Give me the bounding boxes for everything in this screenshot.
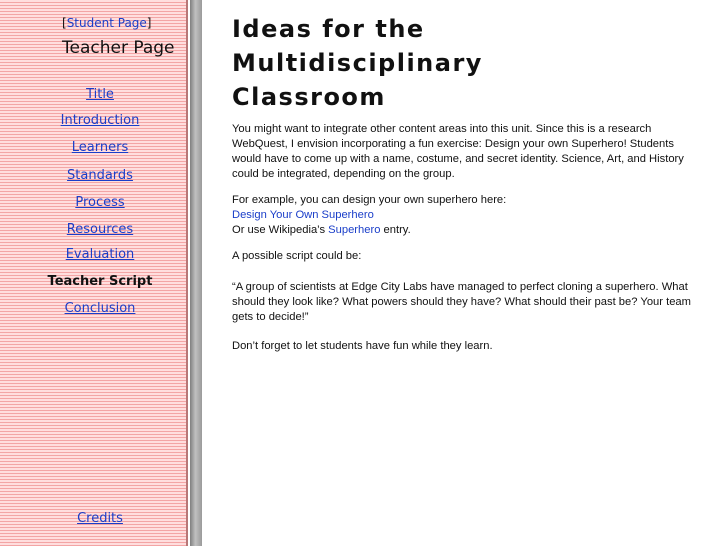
wikipedia-superhero-link[interactable]: Superhero [328, 224, 381, 236]
page-title [232, 12, 702, 114]
nav-teacher-script: Teacher Script [47, 274, 153, 289]
bracket-open: [ [62, 16, 67, 30]
title-line-1: Ideas for the [232, 15, 425, 43]
nav-evaluation[interactable]: Evaluation [65, 247, 135, 262]
wiki-suffix: entry. [380, 224, 411, 236]
bracket-close: ] [146, 16, 152, 30]
nav-conclusion[interactable]: Conclusion [64, 301, 136, 316]
title-line-3: Classroom [232, 83, 386, 111]
example-paragraph [232, 193, 702, 238]
wiki-prefix: Or use Wikipedia’s [232, 224, 329, 236]
script-quote: “A group of scientists at Edge City Labs have managed to perfect cloning a superhero. What should they look like? What powers should they have? What should their past be? Your team gets to decide!” [232, 281, 691, 323]
student-page-link[interactable]: Student Page [66, 16, 147, 30]
nav-title[interactable]: Title [86, 87, 114, 102]
sidebar [0, 0, 188, 546]
sidebar-heading: Teacher Page [62, 38, 175, 58]
example-text: For example, you can design your own superhero here: [232, 194, 507, 206]
nav-standards[interactable]: Standards [67, 168, 133, 183]
nav-resources[interactable]: Resources [66, 222, 134, 237]
nav-process[interactable]: Process [75, 195, 125, 210]
nav-credits[interactable]: Credits [77, 511, 123, 526]
script-intro: A possible script could be: [232, 250, 362, 262]
nav-introduction[interactable]: Introduction [60, 113, 140, 128]
closing-note: Don’t forget to let students have fun while they learn. [232, 340, 493, 352]
sidebar-divider [190, 0, 202, 546]
design-superhero-link[interactable]: Design Your Own Superhero [232, 209, 374, 221]
nav-learners[interactable]: Learners [71, 140, 129, 155]
intro-paragraph: You might want to integrate other content areas into this unit. Since this is a research WebQuest, I envision incorporating a fun exercise: Design your own Superhero! Students would have to come up with a name, costume, and secret identity. Science, Art, and History could be integrated, depending on the group. [232, 123, 684, 180]
student-page-link-wrapper [62, 16, 151, 30]
title-line-2: Multidisciplinary [232, 49, 483, 77]
